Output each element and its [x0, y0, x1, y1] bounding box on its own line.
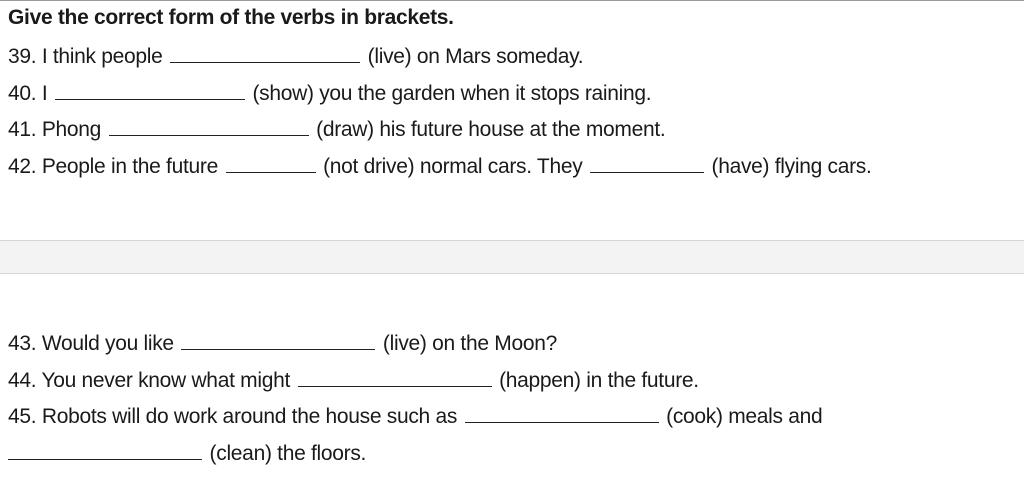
question-40: [8, 81, 651, 107]
q39-text-end: (live) on Mars someday.: [367, 45, 584, 68]
q44-text-end: (happen) in the future.: [499, 369, 699, 392]
q42-text-start: 42. People in the future: [8, 155, 218, 178]
q41-answer-blank[interactable]: [109, 117, 309, 136]
q42-answer-blank-2[interactable]: [590, 154, 704, 173]
page-gap-band: [0, 240, 1024, 274]
q41-text-start: 41. Phong: [8, 118, 102, 141]
q45-answer-blank-2[interactable]: [8, 441, 202, 460]
q44-text-start: 44. You never know what might: [8, 369, 290, 392]
q43-answer-blank[interactable]: [181, 331, 375, 350]
q39-answer-blank[interactable]: [170, 44, 360, 63]
question-45: [8, 404, 822, 430]
q43-text-end: (live) on the Moon?: [382, 332, 557, 355]
q45-text-start: 45. Robots will do work around the house such as: [8, 405, 458, 428]
question-42: [8, 154, 872, 180]
exercise-heading: Give the correct form of the verbs in brackets.: [8, 6, 454, 29]
q40-answer-blank[interactable]: [55, 81, 245, 100]
question-41: [8, 117, 665, 143]
q45-text-end: (clean) the floors.: [209, 442, 367, 465]
q43-text-start: 43. Would you like: [8, 332, 174, 355]
q44-answer-blank[interactable]: [298, 368, 492, 387]
q42-text-middle: (not drive) normal cars. They: [323, 155, 583, 178]
question-45-continued: [8, 441, 366, 467]
question-39: [8, 44, 583, 70]
question-43: [8, 331, 557, 357]
q45-text-middle: (cook) meals and: [666, 405, 823, 428]
top-border: [0, 0, 1024, 1]
question-44: [8, 368, 699, 394]
q42-text-end: (have) flying cars.: [711, 155, 872, 178]
q40-text-start: 40. I: [8, 82, 48, 105]
q45-answer-blank-1[interactable]: [465, 404, 659, 423]
q40-text-end: (show) you the garden when it stops raining.: [252, 82, 652, 105]
q42-answer-blank-1[interactable]: [226, 154, 316, 173]
q41-text-end: (draw) his future house at the moment.: [316, 118, 666, 141]
q39-text-start: 39. I think people: [8, 45, 163, 68]
